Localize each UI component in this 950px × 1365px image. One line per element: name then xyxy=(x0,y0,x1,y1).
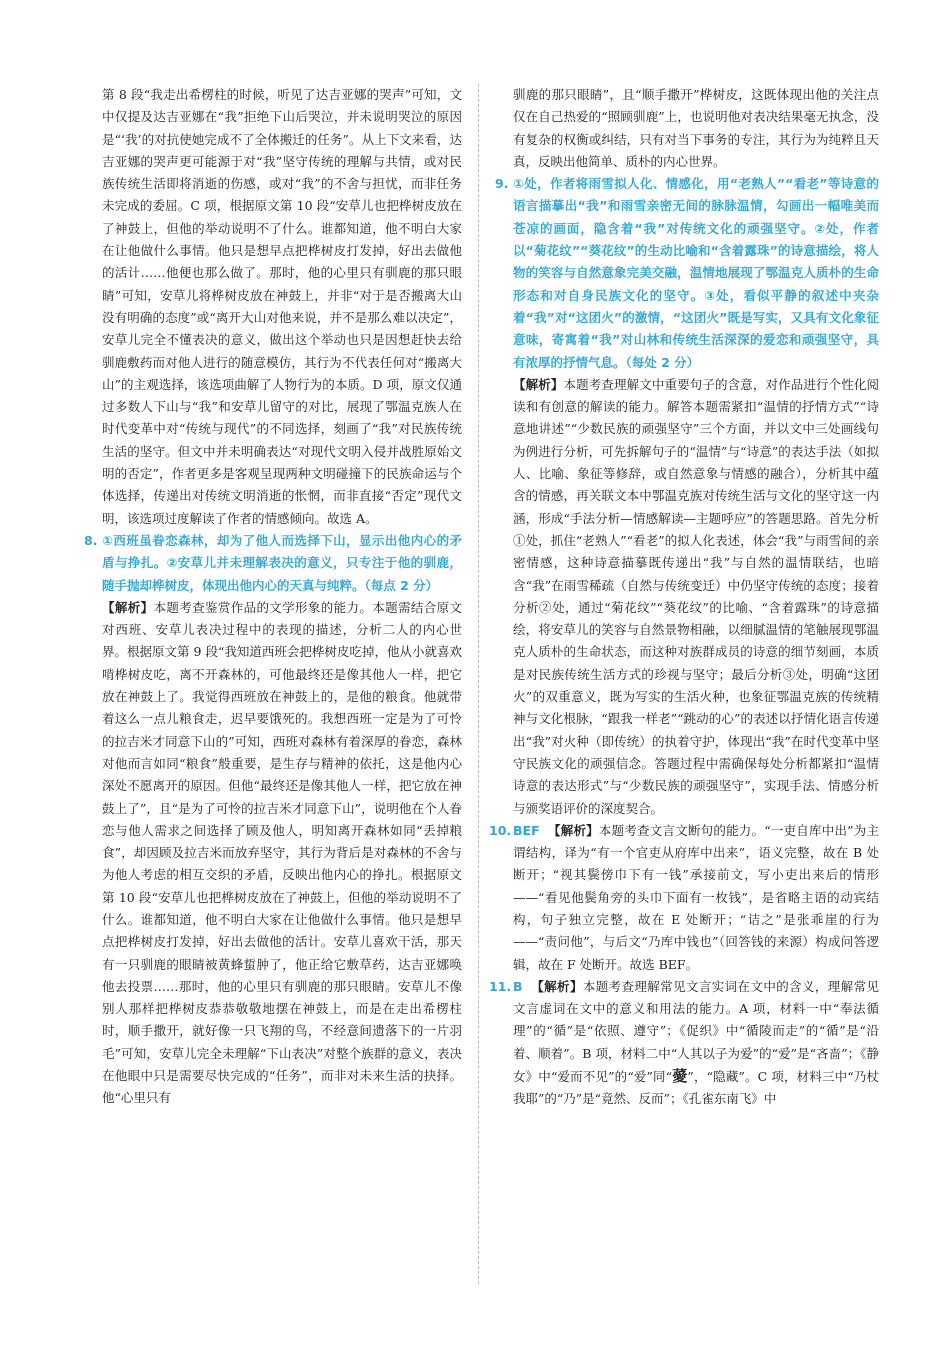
question-9-answer xyxy=(495,173,879,374)
question-8-answer xyxy=(84,530,462,597)
answer-text: B xyxy=(513,978,523,994)
analysis-tag: 【解析】 xyxy=(531,978,583,994)
question-number: 8. xyxy=(84,532,98,548)
analysis-tag: 【解析】 xyxy=(548,822,599,838)
left-column xyxy=(84,84,462,1110)
answer-text: ①处，作者将雨雪拟人化、情感化，用“老熟人”“看老”等诗意的语言描摹出“我”和雨雪亲密无间的脉脉温情，勾画出一幅唯美而苍凉的画面，隐含着“我”对传统文化的顽强坚守。②处，作者以“菊花纹”“葵花纹”的生动比喻和“含着露珠”的诗意描绘，将人物的笑容与自然意象完美交融，温情地展现了鄂温克人质朴的生命形态和对自身民族文化的坚守。③处，看似平静的叙述中夹杂着“我”对“这团火”的激情，“这团火”既是写实，又具有文化象征意味，寄寓着“我”对山林和传统生活深深的爱恋和顽强坚守，具有浓厚的抒情气息。（每处 2 分） xyxy=(513,176,879,370)
question-number: 9. xyxy=(495,176,509,192)
answer-text: ①西班虽眷恋森林，却为了他人而选择下山，显示出他内心的矛盾与挣扎。②安草儿并未理解表决的意义，只专注于他的驯鹿，随手抛却桦树皮，体现出他内心的天真与纯粹。（每点 2 分） xyxy=(102,532,462,593)
highlighted-character: 薆 xyxy=(672,1067,688,1086)
paragraph-q8-continued: 驯鹿的那只眼睛”，且“顺手撒开”桦树皮，这既体现出他的关注点仅在自己热爱的“照顾驯鹿”上，也说明他对表决结果毫无执念，没有复杂的权衡或纠结，只有对当下事务的专注，其行为为纯粹且天真，反映出他简单、质朴的内心世界。 xyxy=(513,87,879,169)
analysis-text-continued: ”，“隐藏”。C 项，材料三中“乃杖我耶”的“乃”是“竟然、反而”；《孔雀东南飞》中 xyxy=(513,1069,879,1107)
answer-text: BEF xyxy=(513,822,540,838)
question-number: 10. xyxy=(489,822,512,838)
analysis-tag: 【解析】 xyxy=(513,376,564,392)
analysis-text: 本题考查文言文断句的能力。“一吏自库中出”为主谓结构，译为“有一个官吏从府库中出来”，语义完整，故在 B 处断开；“视其鬓傍巾下有一钱”承接前文，写小吏出来后的情形——“看见他鬓角旁的头巾下面有一枚钱”，是省略主语的动宾结构，句子独立完整，故在 E 处断开；“诘之”是张乖崖的行为——“责问他”，与后文“乃库中钱也”（回答钱的来源）构成问答逻辑，故在 F 处断开。故选 BEF。 xyxy=(513,822,879,972)
question-11 xyxy=(489,976,879,1111)
analysis-text: 本题考查鉴赏作品的文学形象的能力。本题需结合原文对西班、安草儿表决过程中的表现的描述，分析二人的内心世界。根据原文第 9 段“我知道西班会把桦树皮吃掉，他从小就喜欢啃桦树皮吃，离不开森林的，可他最终还是像其他人一样，把它放在神鼓上了。我觉得西班放在神鼓上的，是他的粮食。他就带着这么一点儿粮食走，迟早要饿死的。我想西班一定是为了可怜的拉吉米才同意下山的”可知，西班对森林有着深厚的眷恋，森林对他而言如同“粮食”般重要，是生存与精神的依托，这是他内心深处不愿离开的原因。但他“最终还是像其他人一样，把它放在神鼓上了”，且“是为了可怜的拉吉米才同意下山”，说明他在个人眷恋与他人需求之间选择了顾及他人，明知离开森林如同“丢掉粮食”，却因顾及拉吉米而放弃坚守，其行为背后是对森林的不舍与为他人考虑的相互交织的矛盾，反映出他内心的挣扎。根据原文第 10 段“安草儿也把桦树皮放在了神鼓上，但他的举动说明不了什么。谁都知道，他不明白大家在让他做什么事情。他只是想早点把桦树皮打发掉，好出去做他的活计。安草儿喜欢干活，那天有一只驯鹿的眼睛被黄蜂蜇肿了，他正给它敷草药，达吉亚娜唤他去投票……那时，他的心里只有驯鹿的那只眼睛。安草儿不像别人那样把桦树皮恭恭敬敬地摆在神鼓上，而是在走出希楞柱时，顺手撒开，就好像一只飞翔的鸟，不经意间遗落下的一片羽毛”可知，安草儿完全未理解“下山表决”对整个族群的意义，表决在他眼中只是需要尽快完成的“任务”，而非对未来生活的抉择。他“心里只有 xyxy=(102,599,462,1106)
analysis-tag: 【解析】 xyxy=(102,599,154,615)
question-number: 11. xyxy=(489,978,512,994)
analysis-text: 本题考查理解常见文言实词在文中的含义，理解常见文言虚词在文中的意义和用法的能力。A 项，材料一中“奉法循理”的“循”是“依照、遵守”；《促织》中“循陵而走”的“循”是“沿着、顺着”。B 项，材料二中“人其以子为爱”的“爱”是“吝啬”；《静女》中“爱而不见”的“爱”同“ xyxy=(513,978,879,1085)
question-9-analysis xyxy=(495,374,879,820)
column-divider xyxy=(478,84,479,1284)
question-10 xyxy=(489,820,879,976)
paragraph-q7-analysis: 第 8 段“我走出希楞柱的时候，听见了达吉亚娜的哭声”可知，文中仅提及达吉亚娜在“我”拒绝下山后哭泣，并未说明哭泣的原因是“‘我’的对抗使她完成不了全体搬迁的任务”。从上下文来看，达吉亚娜的哭声更可能源于对“我”坚守传统的理解与共情，或对民族传统生活即将消逝的伤感，或对“我”的不舍与担忧，而非任务未完成的委屈。C 项，根据原文第 10 段“安草儿也把桦树皮放在了神鼓上，但他的举动说明不了什么。谁都知道，他不明白大家在让他做什么事情。他只是想早点把桦树皮打发掉，好出去做他的活计……他便也那么做了。那时，他的心里只有驯鹿的那只眼睛”可知，安草儿将桦树皮放在神鼓上，并非“对于是否搬离大山没有明确的态度”或“离开大山对他来说，并不是那么难以决定”，安草儿完全不懂表决的意义，做出这个举动也只是因想赶快去给驯鹿敷药而对他人进行的随意模仿，其行为不代表任何对“搬离大山”的主观选择，该选项曲解了人物行为的本质。D 项，原文仅通过多数人下山与“我”和安草儿留守的对比，展现了鄂温克族人在时代变革中对“传统与现代”的不同选择，刻画了“我”对民族传统生活的坚守。但文中并未明确表达“对现代文明入侵并战胜原始文明的否定”，作者更多是客观呈现两种文明碰撞下的民族命运与个体选择，传递出对传统文明消逝的怅惘，而非直接“否定”现代文明，该选项过度解读了作者的情感倾向。故选 A。 xyxy=(102,87,462,526)
question-8-analysis xyxy=(84,597,462,1110)
right-column xyxy=(489,84,879,1111)
analysis-text: 本题考查理解文中重要句子的含意，对作品进行个性化阅读和有创意的解读的能力。解答本题需紧扣“温情的抒情方式”“诗意地讲述”“少数民族的顽强坚守”三个方面，并以文中三处画线句为例进行分析，可先拆解句子的“温情”与“诗意”的表达手法（如拟人、比喻、象征等修辞，或自然意象与情感的融合），分析其中蕴含的情感，再关联文本中鄂温克族对传统生活与文化的坚守这一内涵，形成“手法分析—情感解读—主题呼应”的答题思路。首先分析①处，抓住“老熟人”“看老”的拟人化表述，体会“我”与雨雪间的亲密情感，这种诗意描摹既传递出“我”与自然的温情联结，也暗含“我”在雨雪稀疏（自然与传统变迁）中仍坚守传统的态度；接着分析②处，通过“菊花纹”“葵花纹”的比喻、“含着露珠”的诗意描绘，将安草儿的笑容与自然景物相融，以细腻温情的笔触展现鄂温克人质朴的生命状态，而这种对族群成员的诗意的细节刻画，本质是对民族传统生活方式的珍视与坚守；最后分析③处，明确“这团火”的双重意义，既为写实的生活火种，也象征鄂温克族的传统精神与文化根脉，“跟我一样老”“跳动的心”的表述以抒情化语言传递出“我”对火种（即传统）的执着守护，体现出“我”在时代变革中坚守民族文化的顽强信念。答题过程中需确保每处分析都紧扣“温情诗意的表达形式”与“少数民族的顽强坚守”，实现手法、情感分析与颁奖语评价的深度契合。 xyxy=(513,376,879,816)
